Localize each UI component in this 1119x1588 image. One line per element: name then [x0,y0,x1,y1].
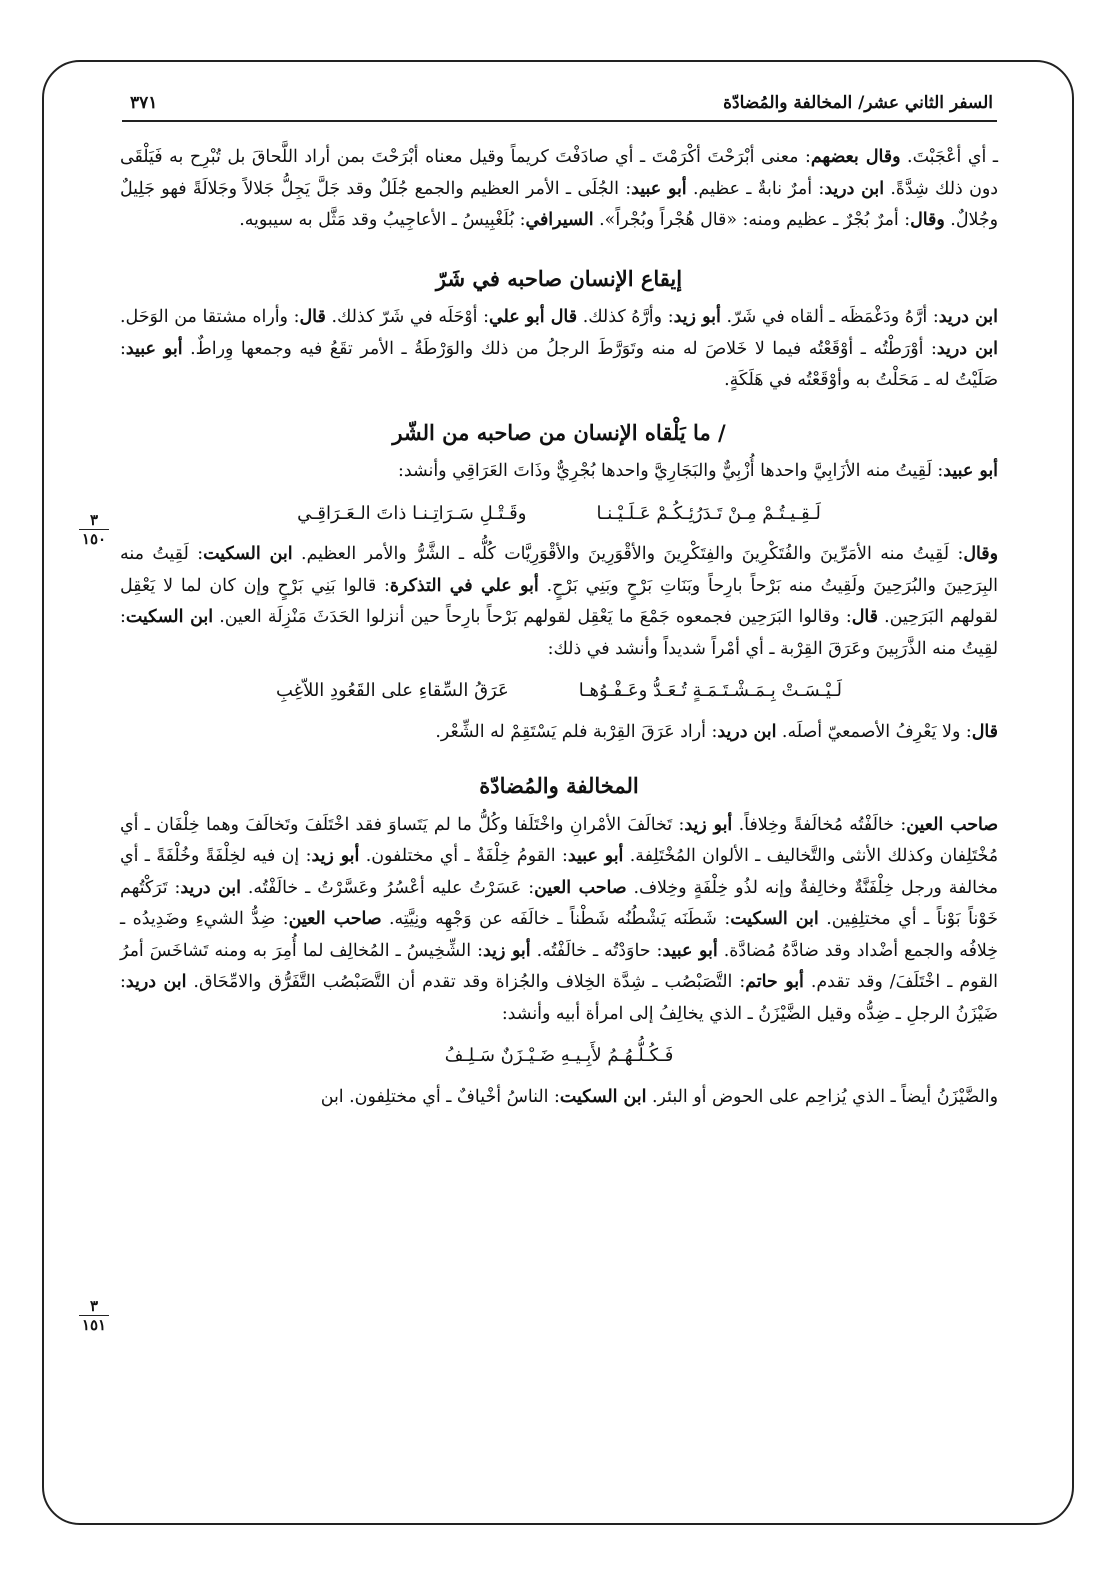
page-header [130,88,993,118]
text-run: : بُلَغْبِيسُ ـ الأعاجِيبُ وقد مَثَّل به سيبويه. [239,210,526,230]
source-name: أبو عبيد [125,338,183,359]
text-run: : إن فيه لخِلْفَةً وخُلْفَةً ـ أي مخالفة ورجل خِلْفَنَّةٌ وخالِفةٌ وإنه لذُو خِلْفَةٍ وخِلاف. [120,846,998,898]
text-run: : قالوا بَنِي بَرْحٍ وإن كان لما لا يَعْقِل لقولهم البَرَحِين. [120,575,998,627]
source-name: أبو علي في التذكرة [389,575,539,596]
source-name: ابن دريد [125,972,187,992]
text-run: : وأرَّهُ كذلك. [577,307,674,327]
source-name: أبو زيد [311,846,360,866]
text-run: : ضِدُّ الشيءِ وضَدِيدُه ـ خِلافُه والجمع أضْداد وقد ضادَّهُ مُضادَّة. [120,909,999,961]
source-name: صاحب العين [906,814,999,835]
source-name: أبو زيد [673,307,721,327]
margin-note-top: ٣ [89,1297,99,1315]
source-name: وقال [910,210,945,230]
source-name: ابن السكيت [559,1086,647,1107]
source-name: أبو عبيد [567,846,624,866]
source-name: قال [299,307,326,327]
text-run: : حاوَدْتُه ـ خالَفْتُه. [530,940,663,961]
source-name: أبو زيد [684,814,733,835]
verse-1-first-hemistich: لَـقِـيـتُـمْ مِـنْ تَـدَرُئِـكُـمْ عَـلَـيْـنـا [596,502,821,524]
source-name: ابن دريد [936,338,998,359]
text-run: : وأراه مشتقا من الوَحَل. [120,307,300,327]
text-run: : ضَيْزَنُ الرجلِ ـ ضِدُّه وقيل الضَّيْزَنُ ـ الذي يخالِفُ إلى امرأة أبيه وأنشد: [120,972,998,1024]
text-run: : الناسُ أخْيافٌ ـ أي مختلِفون. ابن [320,1086,560,1107]
text-run: : أراد عَرَقَ القِرْبة فلم يَسْتَقِمْ له الشِّعْر. [435,721,718,742]
text-run: : لَقِيتُ منه الأمَرِّينَ والفُتَكْرِينَ والفِتَكْرِينَ والأقْوَرِينَ والأقْوَرِيَّات كُلُّه ـ الشَّرُّ والأمر العظيم. [292,544,964,564]
source-name: قال [971,721,998,742]
source-name: ابن دريد [824,178,885,199]
source-name: صاحب العين [288,909,382,929]
text-run: : خالَفْتُه مُخالَفةً وخِلافاً. [732,814,907,835]
source-name: أبو حاتم [745,972,804,992]
source-name: أبو عبيد [631,178,687,199]
source-name: ابن دريد [938,307,998,327]
text-run: : لَقِيتُ منه الأزَابِيَّ واحدها أُزْبِيٌّ والبَجَارِيَّ واحدها بُجْرِيٌّ وذَاتَ العَرَاقِي وأنشد: [398,461,944,481]
section-heading-2: / ما يَلْقاه الإنسان من صاحبه من الشّر [392,419,726,445]
text-run: : تَرَكْتُهم خَوْناً بَوْناً ـ أي مختلِفِين. [120,877,998,929]
text-run: : تَخالَفَ الأمْرانِ واخْتَلَفا وكُلُّ ما لم يَتَساوَ فقد اخْتَلَفَ وتَخالَفَ وهما خِلْفَان ـ أي مُخْتَلِفان وكذلك الأنثى والتَّخاليف ـ الألوان المُخْتَلِفة. [120,814,999,866]
margin-note-top: ٣ [89,511,99,529]
verse-1-second-hemistich: وقَـتْـلِ سَـرَاتِـنـا ذاتَ الـعَـرَاقِـي [297,502,527,524]
margin-note-bottom: ١٥٠ [81,530,107,548]
text-run: : الشِّخِيسُ ـ المُخالِف لما أُمِرَ به ومنه تَشاخَسَ أمرُ القوم ـ اخْتَلَفَ/ وقد تقدم. [120,940,998,992]
source-name: أبو عبيد [662,940,718,961]
text-run: ـ أي أعْجَبْتَ. [900,147,998,167]
text-run: : صَلَيْتُ له ـ مَحَلْتُ به وأوْقَعْتُه في هَلَكَةٍ. [120,338,998,390]
verse-1 [120,498,998,530]
text-run: : لَقِيتُ منه البِرَحِينَ والبُرَحِينَ ولَقِيتُ منه بَرْحاً بارِحاً وبَنَاتِ بَرْحٍ وبَنِي بَرْحٍ. [120,544,998,596]
source-name: أبو عبيد [943,461,998,481]
section-2-intro [120,456,998,488]
intro-paragraph [120,142,998,237]
section-3-tail [120,1082,998,1114]
text-run: : لقِيتُ منه الذَّرَبِينَ وعَرَقَ القِرْبة ـ أي أمْراً شديداً وأنشد في ذلك: [120,607,998,659]
text-run: : أمرٌ نابةٌ ـ عظيم. [686,178,825,199]
page-number: ٣٧١ [130,93,158,113]
text-run: والضَّيْزَنُ أيضاً ـ الذي يُزاحِم على الحوض أو البئر. [646,1086,998,1107]
source-name: ابن السكيت [203,544,293,564]
text-run: : عَسَرْتُ عليه أعْسُرُ وعَسَّرْتُ ـ خالَفْتُه. [240,877,535,898]
margin-note-2 [74,1298,114,1333]
section-heading-1: إيقاع الإنسان صاحبه في شَرّ [435,265,683,291]
source-name: وقال بعضهم [810,147,901,167]
source-name: ابن دريد [180,877,241,898]
text-run: : أوْرَطْتُه ـ أوْقَعْتُه فيما لا خَلاصَ له منه وتَوَرَّطَ الرجلُ من ذلك والوَرْطَةُ ـ الأمر تقَعُ فيه وجمعها وِراطٌ. [182,338,937,359]
margin-note-1 [74,512,114,547]
section-2-paragraph [120,539,998,665]
text-run: : أوْحَلَه في شَرّ كذلك. [325,307,490,327]
source-name: وقال [963,544,998,564]
section-2-tail [120,717,998,749]
verse-2-second-hemistich: عَرَقُ السِّقاءِ على القَعُودِ اللاّغِبِ [275,680,509,701]
text-run: : شَطَنَه يَشْطُنُه شَطْناً ـ خالَفَه عن وَجْهِه ونِيَّتِه. [381,909,731,929]
verse-2 [120,675,998,707]
source-name: ابن دريد [717,721,777,742]
text-run: : وقالوا البَرَحِين فجمعوه جَمْعَ ما يَعْقِل لقولهم بَرْحاً بارِحاً حين أنزلوا الحَدَثَ مَنْزِلَة العين. [213,607,852,627]
margin-note-bottom: ١٥١ [81,1316,107,1334]
page-body [120,142,998,1113]
text-run: : التَّصَبْصُب ـ شِدَّة الخِلاف والجُزاة وقد تقدم أن التَّصَبْصُب التَّفَرُّق والامِّحَاق. [186,972,746,992]
verse-2-first-hemistich: لَـيْـسَـتْ بِـمَـشْـتَـمَـةٍ تُـعَـدُّ وعَـفْـوُهـا [578,680,843,701]
section-3-paragraph [120,810,998,1031]
header-rule [122,120,997,122]
text-run: : ولا يَعْرِفُ الأصمعيّ أصلَه. [776,721,972,742]
running-title: السفر الثاني عشر/ المخالفة والمُضادّة [723,93,993,113]
source-name: ابن السكيت [730,909,819,929]
source-name: أبو زيد [482,940,531,961]
text-run: : الجُلَى ـ الأمر العظيم والجمع جُلَلٌ وقد جَلَّ يَجِلُّ جَلالاً وجَلالَةً فهو جَلِيلٌ وجُلالٌ. [120,178,998,230]
source-name: ابن السكيت [125,607,214,627]
text-run: : القومُ خِلْفَةٌ ـ أي مختلفون. [359,846,568,866]
text-run: : أمرٌ بُجْرٌ ـ عظيم ومنه: «قال هُجْراً وبُجْراً». [593,210,911,230]
source-name: صاحب العين [534,877,627,898]
verse-3 [120,1040,998,1072]
text-run: : معنى أبْرَحْتَ أكْرَمْتَ ـ أي صادَفْتَ كريماً وقيل معناه أبْرَحْتَ بمن أراد اللَّحاقَ بل تُبْرِح به فَيَلْقَى دون ذلك شِدَّةً. [120,147,998,199]
text-run: : أرَّهُ ودَغْمَظَه ـ ألقاه في شَرّ. [720,307,939,327]
section-heading-3: المخالفة والمُضادّة [479,773,639,798]
verse-3-line: فَـكُـلُّـهُـمُ لأَبِـيـهِ ضَـيْـزَنٌ سَـلِـفُ [444,1045,674,1066]
source-name: قال [851,607,878,627]
section-1-paragraph [120,302,998,397]
source-name: قال أبو علي [489,307,578,327]
source-name: السيرافي [525,210,594,230]
